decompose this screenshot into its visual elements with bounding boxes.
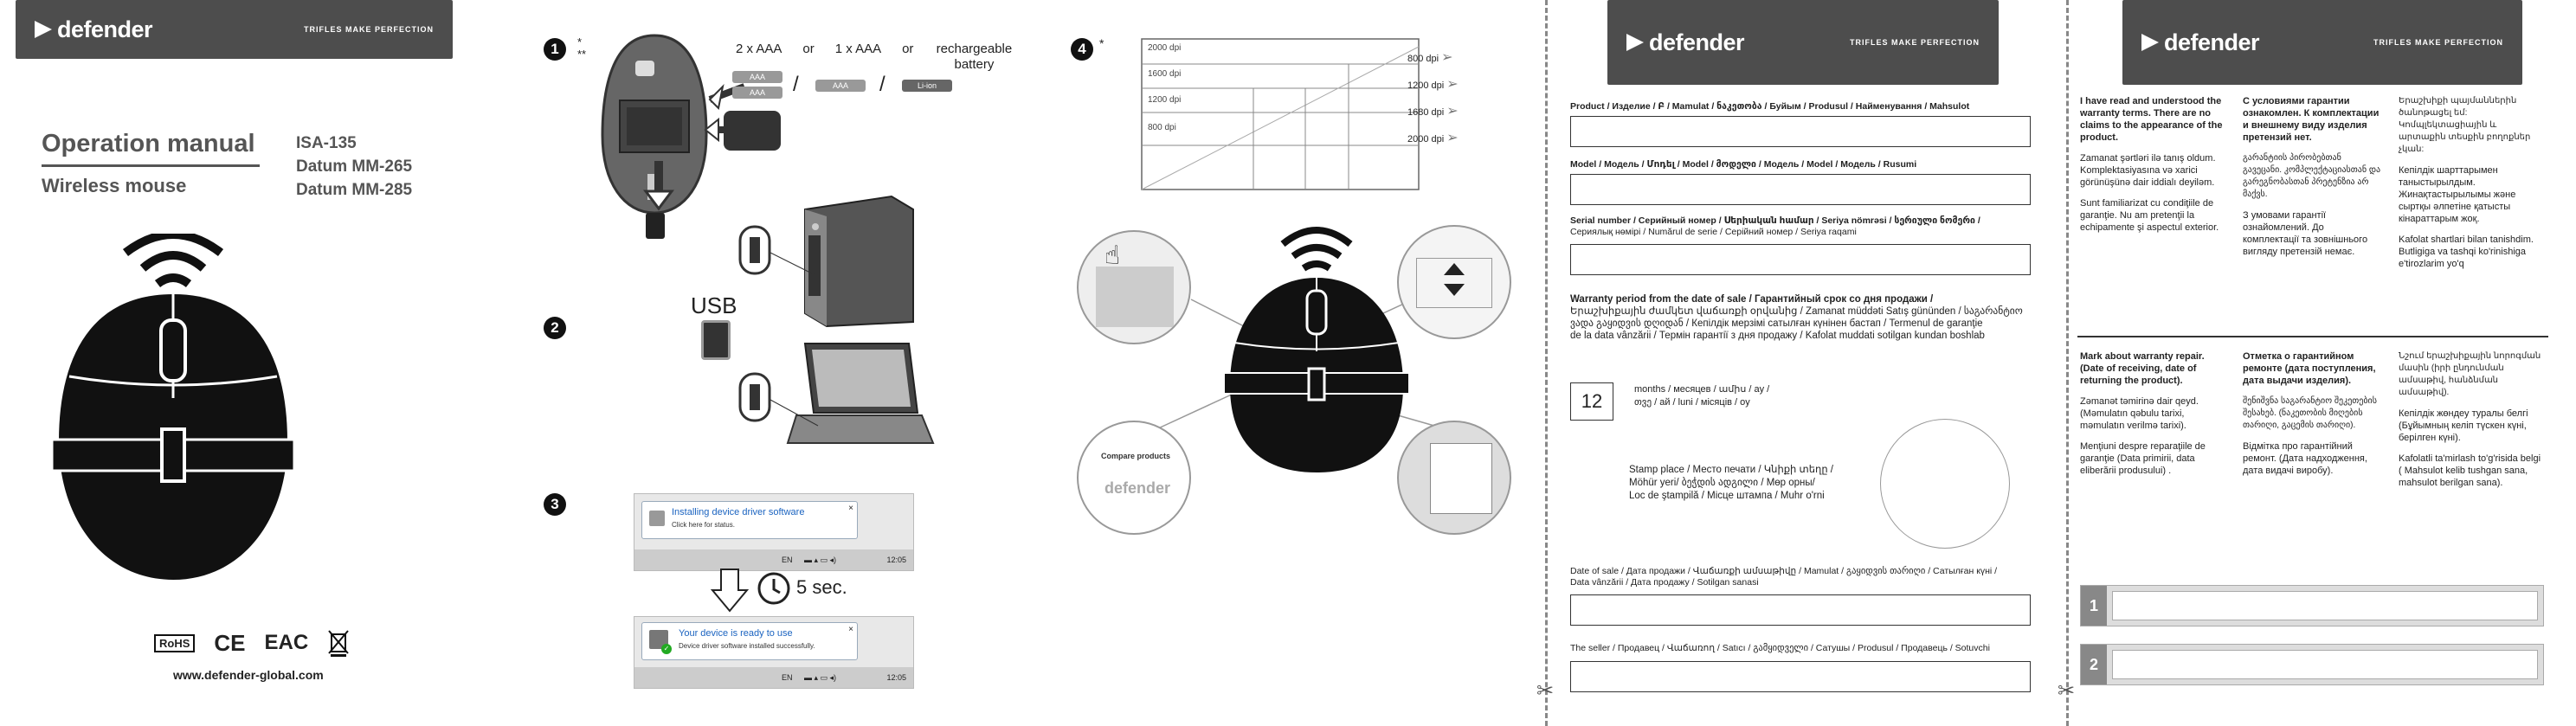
terms-text: Sunt familiarizat cu condiţiile de garanţie. Nu am pretenţii la echipamente şi aspectul exterior. [2080,198,2219,233]
brand-logo-text: defender [57,16,153,42]
popup-title: Installing device driver software [672,507,805,517]
scroll-wheel-icon [161,320,185,381]
taskbar-language[interactable]: EN [782,673,793,682]
dpi-level: 800 dpi ➢ [1407,50,1453,65]
tray-icons[interactable]: ▬ ▴ ▭ ◂) [804,673,837,682]
desktop-pc-illustration [736,192,922,331]
repair-text: Նշում երաշխիքային նորոգման մասին (իրի ընդունման ամսաթիվ, հանձնման ամսաթիվ). [2399,351,2541,397]
date-label-line: Date of sale / Дата продажи / Վաճառքի ամսաթիվը / Mamulat / გაყიდვის თარიღი / Сатылған күні / [1570,566,1998,576]
repair-heading: Mark about warranty repair. (Date of receiving, date of returning the product). [2080,351,2205,386]
repair-col-3 [2399,350,2546,498]
logo-mark-icon [1626,34,1644,51]
period-label-line: de la data vânzării / Термін гарантії з дня продажу / Kafolat muddati sotilgan kundan boshlab [1570,331,1985,341]
cut-line [2066,0,2069,726]
stamp-label-line: Möhür yeri/ ბეჭდის ადგილი / Мөр орны/ [1629,478,1815,488]
repair-text: Kafolatli ta'mirlash to'g'risida belgi ( Mahsulot kelib tushgan sana, mahsulot berilgan sana). [2399,453,2541,488]
ce-mark: CE [214,629,246,656]
browser-logo: defender [1104,479,1171,497]
seller-label: The seller / Продавец / Վաճառող / Satıcı / გამყიდველი / Сатушы / Produsul / Продавець / Sotuvchi [1570,643,1990,653]
dpi-level: 1680 dpi ➢ [1407,104,1459,119]
logo-mark-icon [2141,34,2159,51]
stamp-label [1629,464,1833,503]
dpi-sensitivity-chart [1141,38,1420,190]
brand-logo [35,16,152,43]
taskbar-language[interactable]: EN [782,556,793,564]
callout-scroll [1397,225,1511,339]
period-label-line: Երաշխիքային ժամկետ վաճառքի օրվանից / Zamanat müddəti Satış gününden / საგარანტიო [1570,306,2023,317]
or-text: or [902,42,914,56]
model-list [296,132,412,202]
title-divider [42,164,260,167]
cursor-icon: ➢ [1446,77,1459,92]
cursor-icon: ➢ [1446,104,1459,119]
driver-install-screenshot [634,493,914,571]
battery-option-1aaa: 1 x AAA [834,42,882,56]
terms-text: გარანტიის პირობებთან გავეცანი. კომპლექტაციასთან და გარეგნობასთან პრეტენზია არ მაქვს. [2243,153,2381,199]
taskbar-clock: 12:05 [886,673,906,682]
serial-label-line: Serial number / Серийный номер / Սերիական համար / Seriya nömrəsi / სერიული ნომერი / [1570,215,1980,226]
terms-col-1 [2080,95,2227,242]
period-label-line: ვადა გაყიდვის დღიდან / Кепілдік мерзімі сатылған күнінен бастап / Termenul de garanţie [1570,318,1983,329]
sale-date-label [1570,566,1997,588]
model-name: Datum MM-285 [296,181,413,199]
step-3-marker: 3 [544,493,566,516]
battery-chips [732,71,966,106]
seller-field[interactable] [1570,661,2031,692]
usb-receiver-icon [646,213,665,239]
tray-icons[interactable]: ▬ ▴ ▭ ◂) [804,556,837,564]
battery-chip: AAA [815,80,866,92]
taskbar-clock: 12:05 [886,556,906,564]
star-note: * [577,35,583,48]
stamp-circle[interactable] [1880,419,2010,549]
months-label [1634,383,1769,409]
recycle-bin-crossed-icon [327,629,350,657]
step-4-marker: 4 [1071,38,1093,61]
months-label-line: months / месяцев / ամիս / ay / [1634,384,1770,395]
scrollbar-icon [1416,258,1492,308]
terms-divider [2077,336,2548,337]
close-icon[interactable]: × [848,625,853,634]
wireless-mouse-illustration [35,234,312,588]
callout-context-menu [1397,421,1511,535]
browser-tab-label: Compare products [1101,452,1171,460]
terms-text: Кепілдік шарттарымен таныстырылдым. Жинақтастырылымы және сыртқы әлпетіне қатысты кінараттарым жоқ. [2399,165,2516,224]
model-name: Datum MM-265 [296,157,413,176]
terms-text: З умовами гарантії ознайомлений. До комплектації та зовнішнього вигляду претензій немає. [2243,210,2368,257]
hand-cursor-icon: ☝ [1104,241,1121,270]
repair-text: Zəmanət təmirinə dair qeyd. (Məmulatın qəbulu tarixi, məmulatın verilmə tarixi). [2080,396,2199,431]
cut-line [1545,0,1548,726]
rohs-mark: RoHS [154,634,195,652]
dpi-level: 1200 dpi ➢ [1407,77,1459,92]
battery-chip: AAA [732,87,782,99]
brand-logo-text: defender [1649,29,1745,55]
scissors-icon: ✂ [2058,679,2076,703]
usb-label: USB [691,292,737,318]
chart-dpi-label: 800 dpi [1148,123,1176,132]
months-box: 12 [1570,382,1613,421]
website-url: www.defender-global.com [173,668,324,682]
repair-row[interactable] [2080,644,2544,685]
driver-icon [649,511,665,526]
slash-separator: / [879,73,886,96]
browser-page-thumb [1096,267,1174,327]
period-label-line: Warranty period from the date of sale / Гарантийный срок со дня продажи / [1570,294,1934,305]
terms-brand-bar [2122,0,2522,85]
repair-text: Відмітка про гарантійний ремонт. (Дата надходження, дата видачі виробу). [2243,441,2367,476]
repair-col-1 [2080,350,2227,485]
brand-logo [2141,29,2259,56]
manual-subtitle: Wireless mouse [42,175,187,196]
serial-label-line: Сериялық нөмірі / Numărul de serie / Серійний номер / Seriya raqami [1570,227,1857,237]
driver-install-popup[interactable] [641,501,858,539]
battery-option-rechargeable: rechargeable battery [936,42,1013,72]
battery-cover-icon [724,111,781,151]
wait-time-label: 5 sec. [796,576,847,598]
model-field[interactable] [1570,174,2031,205]
brand-logo [1626,29,1744,56]
serial-label [1570,215,1980,238]
repair-row-field[interactable] [2112,650,2538,679]
eac-mark: EAC [264,631,309,654]
down-arrow-outline-icon [710,568,750,613]
driver-ready-popup[interactable] [641,622,858,660]
context-menu-thumb [1430,443,1492,514]
repair-row-field[interactable] [2112,591,2538,620]
model-name: ISA-135 [296,134,357,152]
date-label-line: Data vânzării / Дата продажу / Sotilgan sanasi [1570,577,1759,588]
brand-tagline: TRIFLES MAKE PERFECTION [1849,38,1980,47]
cursor-icon: ➢ [1441,50,1453,65]
scissors-icon: ✂ [1536,679,1555,703]
product-field[interactable] [1570,116,2031,147]
taskbar [634,667,913,688]
cert-marks [154,629,350,657]
step-1-stars [577,36,586,61]
model-label: Model / Модель / Մոդել / Model / მოდელი / Модель / Model / Модель / Rusumi [1570,159,1917,170]
success-check-icon: ✓ [661,644,672,654]
slash-separator: / [793,73,799,96]
callout-browser [1077,421,1191,535]
terms-heading: С условиями гарантии ознакомлен. К комплектации и внешнему виду изделия претензий нет. [2243,96,2380,143]
logo-mark-icon [35,21,52,38]
laptop-illustration [736,339,935,460]
terms-text: Kafolat shartlari bilan tanishdim. Butligiga va tashqi ko'rinishiga e'tirozlarim yo'q [2399,235,2534,269]
chart-dpi-label: 1200 dpi [1148,95,1182,105]
terms-text: Երաշխիքի պայմաններին ծանոթացել եմ: Կոմպլեկտացիային և արտաքին տեսքին բողոքներ չկան: [2399,96,2531,154]
battery-options [736,42,1014,73]
repair-text: Кепілдік жөндеу туралы белгі (Бұйымның келіп түскен күні, берілген күні). [2399,408,2528,443]
terms-col-2 [2243,95,2381,267]
dpi-level: 2000 dpi ➢ [1407,131,1459,145]
stamp-label-line: Loc de ştampilă / Місце штампа / Muhr o'rni [1629,491,1825,501]
sale-date-field[interactable] [1570,594,2031,626]
repair-row[interactable] [2080,585,2544,626]
brand-tagline: TRIFLES MAKE PERFECTION [2373,38,2503,47]
usb-receiver-icon [701,320,731,360]
cover-brand-bar [16,0,453,59]
driver-ready-screenshot [634,616,914,689]
warranty-brand-bar [1607,0,1999,85]
step-1-marker: 1 [544,38,566,61]
chart-dpi-label: 2000 dpi [1148,43,1182,53]
product-label: Product / Изделие / Բ / Mamulat / ნაკეთობა / Буйым / Produsul / Найменування / Mahsulot [1570,101,1970,112]
battery-chip-li-ion: Li-ion [902,80,952,92]
popup-subtitle: Device driver software installed successfully. [679,642,815,650]
manual-title: Operation manual [42,130,255,157]
terms-heading: I have read and understood the warranty terms. There are no claims to the appearance of the product. [2080,96,2223,143]
battery-option-2aaa: 2 x AAA [736,42,782,56]
terms-text: Zamanat şərtləri ilə tanış oldum. Komplektasiyasına və xarici görünüşünə dair iddialı deyiləm. [2080,153,2216,188]
brand-logo-text: defender [2164,29,2260,55]
dpi-levels-list [1407,45,1459,152]
repair-text: Menţiuni despre reparaţiile de garanţie (Data primirii, data eliberării produsului) . [2080,441,2206,476]
or-text: or [802,42,815,56]
warranty-period-label [1570,293,2023,342]
callout-forward-back [1077,230,1191,344]
cursor-icon: ➢ [1446,131,1459,145]
repair-text: შენიშვნა საგარანტიო შეკეთების შესახებ. (ნაკეთობის მიღების თარიღი, გაცემის თარიღი). [2243,396,2377,430]
terms-col-3 [2399,95,2546,279]
repair-row-number: 2 [2081,645,2107,684]
taskbar [634,549,913,570]
clock-icon [757,571,791,606]
chart-dpi-label: 1600 dpi [1148,69,1182,79]
repair-row-number: 1 [2081,586,2107,626]
months-label-line: თვე / ай / luni / місяців / oy [1634,397,1750,408]
stamp-label-line: Stamp place / Место печати / Կնիքի տեղը / [1629,465,1833,475]
star-note: ** [577,48,587,61]
step-4-star: * [1099,36,1104,50]
wifi-signal-icon [143,255,203,268]
step-2-marker: 2 [544,317,566,339]
battery-chip: AAA [732,71,782,83]
serial-field[interactable] [1570,244,2031,275]
brand-tagline: TRIFLES MAKE PERFECTION [303,25,434,34]
repair-heading: Отметка о гарантийном ремонте (дата поступления, дата выдачи изделия). [2243,351,2376,386]
popup-title: Your device is ready to use [679,628,793,639]
close-icon[interactable]: × [848,504,853,513]
popup-subtitle: Click here for status. [672,521,735,529]
repair-col-2 [2243,350,2381,485]
